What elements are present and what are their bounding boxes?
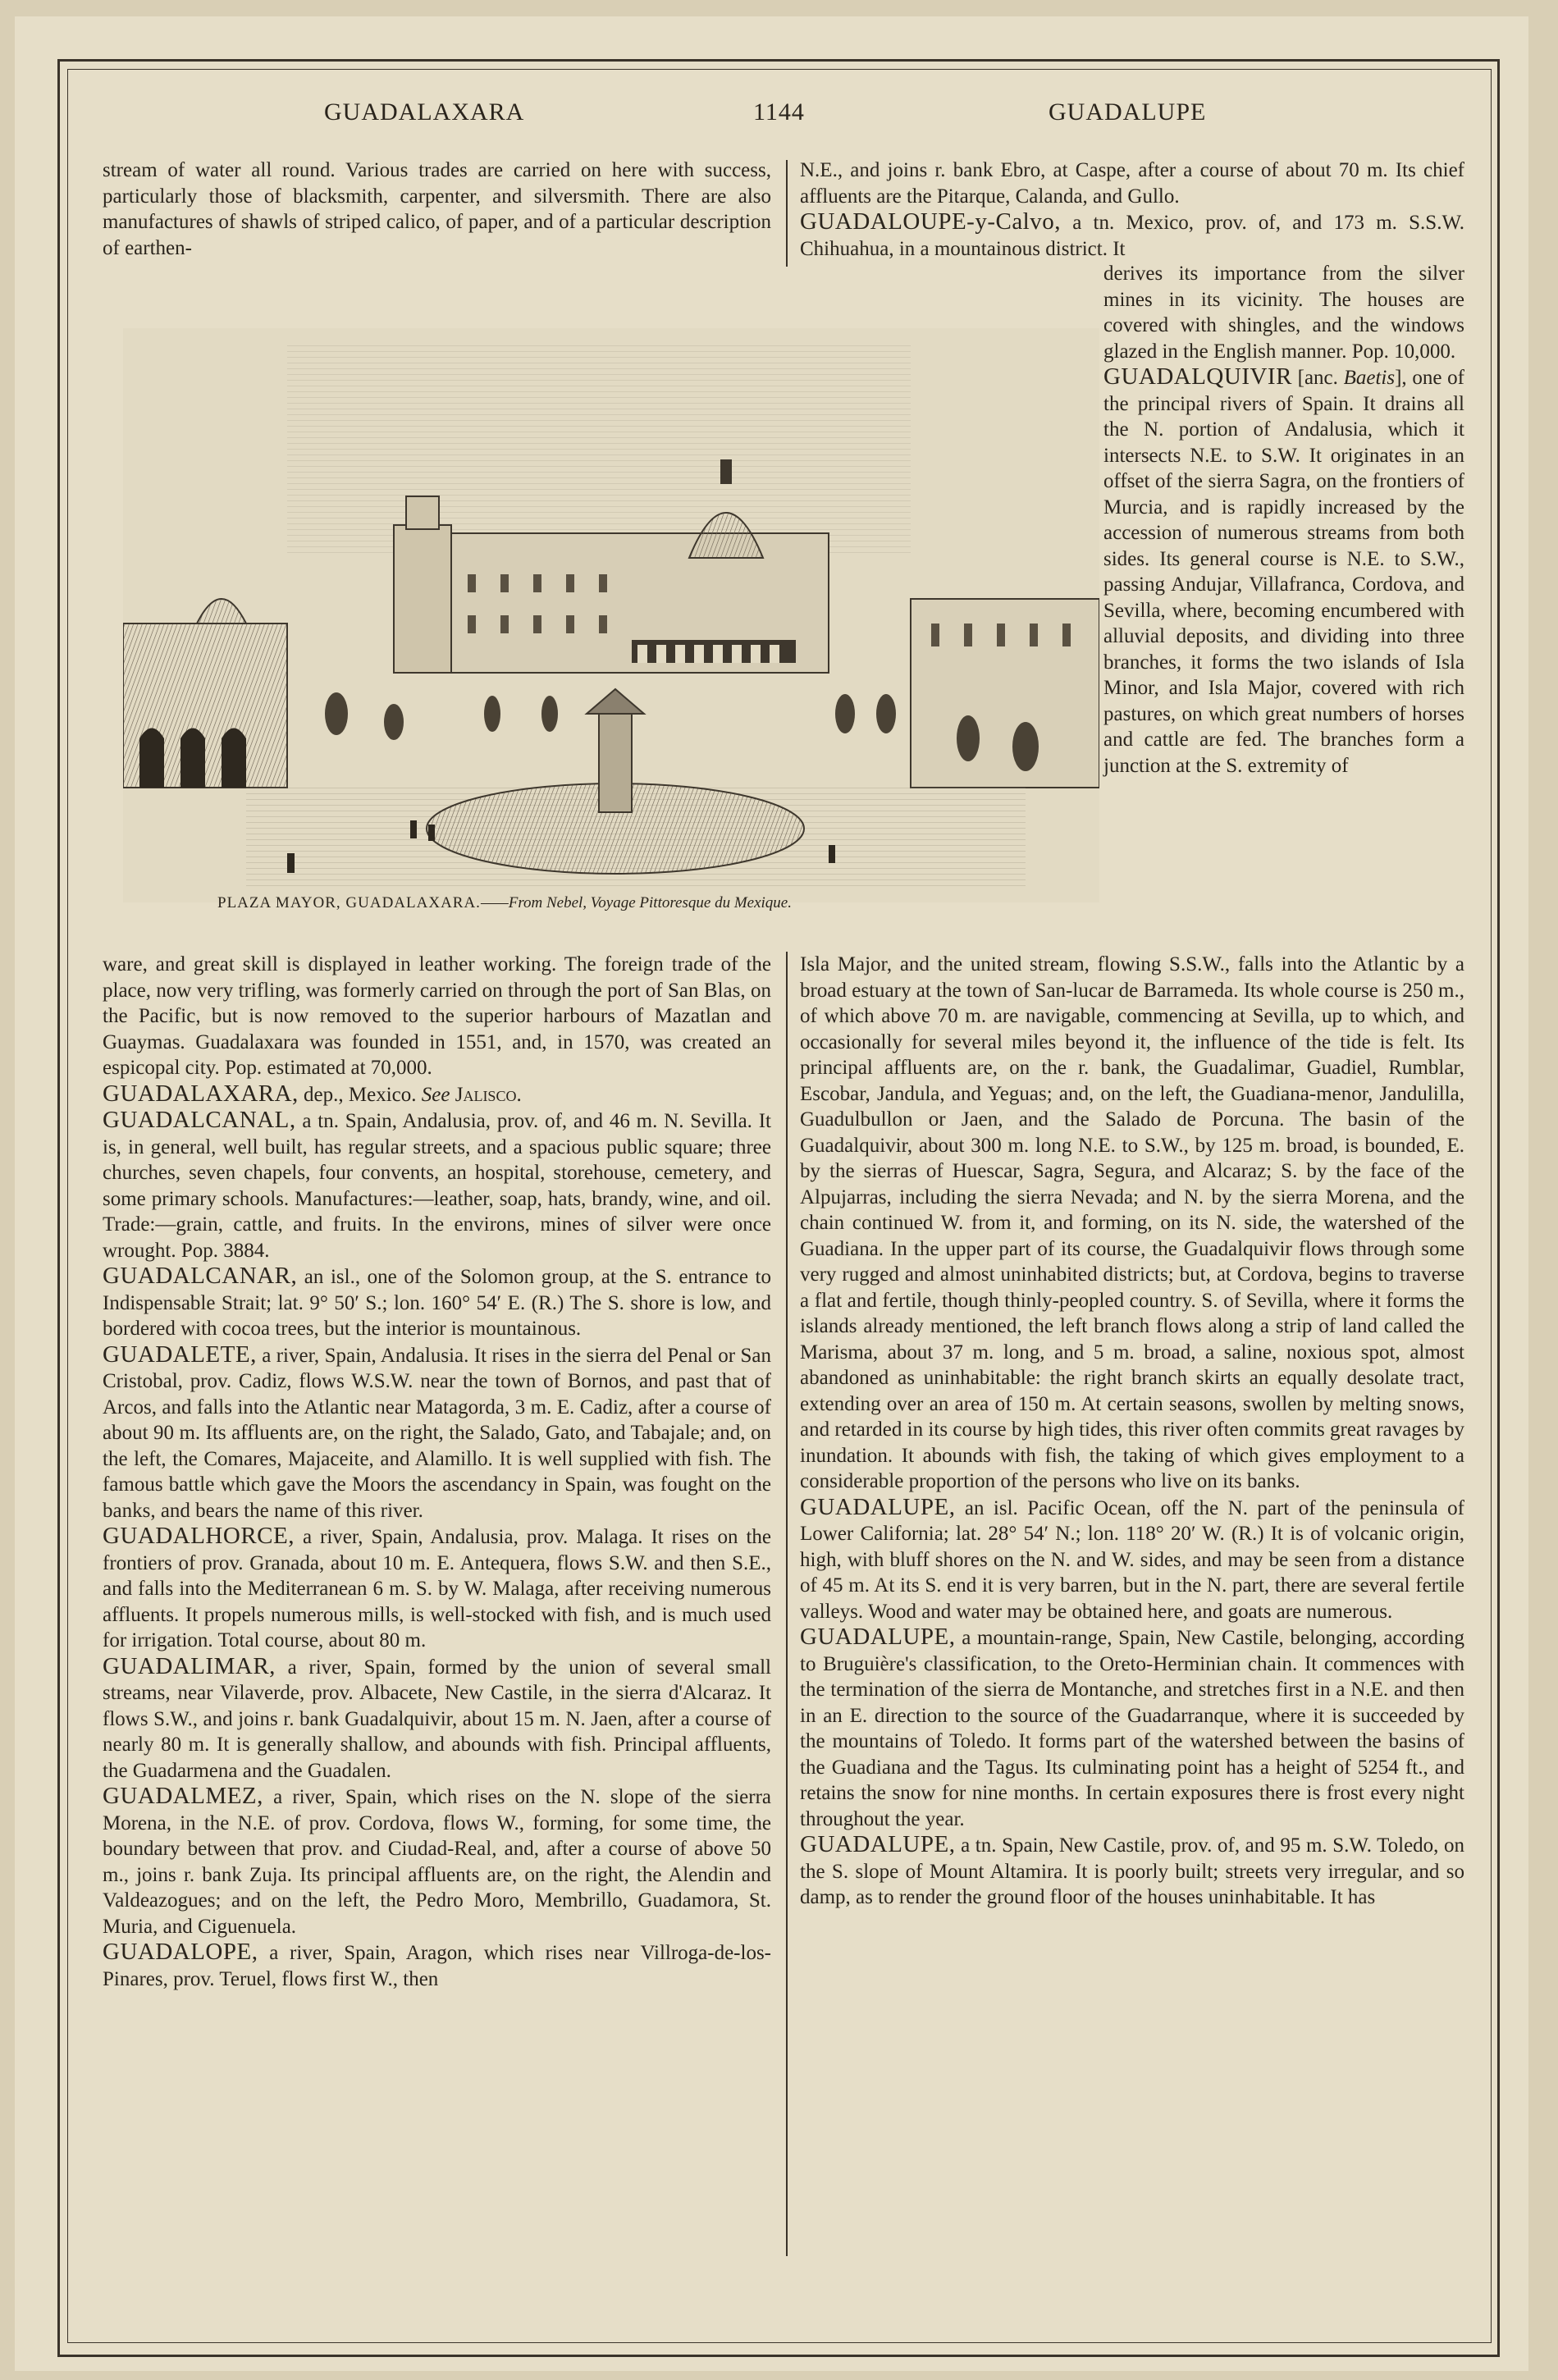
entry-guadalete [103,1342,771,1524]
engraving-plaza-mayor [123,328,1099,902]
entry-headword: GUADALCANAR, [103,1263,298,1289]
entry-text: an isl. Pacific Ocean, off the N. part of the peninsula of Lower California; lat. 28° 54′ N.; lon. 118° 20′ W. (R.) It is of volcanic origin, high, with bluff shores on the N. and W. sides, and may be seen from a distance of 45 m. At its S. end it is very barren, but in the N. part, there are several fertile valleys. Wood and water may be obtained here, and goats are numerous. [800,1496,1465,1623]
entry-ref: Jalisco. [455,1083,522,1106]
column-divider [786,952,788,2256]
left-column-top-text [103,158,771,261]
entry-text: a river, Spain, Andalusia. It rises in the sierra del Penal or San Cristobal, prov. Cadiz, flows W.S.W. near the town of Bornos, and past that of Arcos, and falls into the Atlantic near Matagorda, 3 m. E. Cadiz, after a course of about 90 m. Its affluents are, on the right, the Salado, Gato, and Tabajale; and, on the left, the Comares, Majaceite, and Alamillo. It is well supplied with fish. The famous battle which gave the Moors the ascendancy in Spain, was fought on the banks, and bears the name of this river. [103,1344,772,1522]
entry-headword: GUADALIMAR, [103,1652,276,1679]
right-column-top-text [800,158,1464,262]
entry-headword: GUADALOPE, [103,1939,258,1965]
entry-guadalhorce [103,1523,771,1654]
entry-text: [anc. [1297,367,1338,389]
entry-guadalimar [103,1654,771,1784]
entry-guadalcanar [103,1263,771,1342]
plaza-illustration [123,328,1099,902]
entry-headword: GUADALAXARA, [103,1080,299,1107]
entry-guadaloupe-y-calvo [800,209,1464,262]
caption-title: PLAZA MAYOR, GUADALAXARA. [217,894,481,911]
entry-italic: Baetis [1343,367,1396,389]
paragraph: stream of water all round. Various trades are carried on here with success, particularly those of blacksmith, carpenter, and silversmith. There are also manufactures of shawls of striped calico, of paper, and of a particular description of earthen- [103,159,771,259]
page-number: 1144 [753,98,805,126]
figure-caption [217,894,792,912]
paragraph: N.E., and joins r. bank Ebro, at Caspe, after a course of about 70 m. Its chief affluents are the Pitarque, Calanda, and Gullo. [800,159,1464,208]
entry-headword: GUADALQUIVIR [1103,363,1292,390]
entry-text: a river, Spain, Andalusia, prov. Malaga. It rises on the frontiers of prov. Granada, about 10 m. E. Antequera, flows S.W. and then S.E., and falls into the Mediterranean 6 m. S. by W. Malaga, after receiving numerous affluents. It propels numerous mills, is well-stocked with fish, and is much used for irrigation. Total course, about 80 m. [103,1526,772,1651]
column-divider-top [786,160,788,267]
entry-guadalquivir [1103,364,1464,779]
entry-text: a river, Spain, Aragon, which rises near Villroga-de-los-Pinares, prov. Teruel, flows first W., then [103,1942,772,1990]
left-column-text [103,952,771,1992]
running-head-right: GUADALUPE [1049,98,1207,126]
entry-headword: GUADALUPE, [800,1831,956,1857]
right-column-text [800,952,1464,1911]
entry-headword: GUADALUPE, [800,1624,956,1650]
entry-guadalupe-town [800,1832,1464,1911]
entry-headword: GUADALCANAL, [103,1107,296,1133]
entry-text: ], one of the principal rivers of Spain. It drains all the N. portion of Andalusia, which it intersects N.E. to S.W. It originates in an offset of the sierra Sagra, on the frontiers of Murcia, and is rapidly increased by the accession of numerous streams from both sides. Its general course is N.E. to S.W., passing Andujar, Villafranca, Cordova, and Sevilla, where, becoming encumbered with alluvial deposits, and dividing into three branches, it forms the two islands of Isla Minor, and Isla Major, covered with rich pastures, on which great numbers of horses and cattle are fed. The branches form a junction at the S. extremity of [1103,367,1465,777]
entry-guadalupe-range [800,1624,1464,1832]
entry-guadalope [103,1939,771,1992]
entry-guadalcanal [103,1108,771,1263]
entry-text: dep., Mexico. [304,1083,417,1106]
entry-text: a river, Spain, formed by the union of several small streams, near Vilaverde, prov. Albacete, New Castile, in the sierra d'Alcaraz. It flows S.W., and joins r. bank Guadalquivir, about 15 m. N. Jaen, after a course of nearly 80 m. It is generally shallow, and abounds with fish. Principal affluents, the Guadarmena and the Guadalen. [103,1656,771,1782]
paragraph: ware, and great skill is displayed in leather working. The foreign trade of the place, now very trifling, was formerly carried on through the port of San Blas, on the Pacific, but is now removed to the superior harbours of Mazatlan and Guaymas. Guadalaxara was founded in 1551, and, in 1570, was created an espicopal city. Pop. estimated at 70,000. [103,953,771,1079]
running-head-left: GUADALAXARA [324,98,525,126]
entry-text: a mountain-range, Spain, New Castile, belonging, according to Bruguière's classification, to the Oreto-Herminian chain. It commences with the termination of the sierra de Montanche, and stretches first in a N.E. and then in an E. direction to the source of the Guadarranque, where it is succeeded by the mountains of Toledo. It forms part of the watershed between the basins of the Guadiana and the Tagus. Its culminating point has a height of 5254 ft., and retains the snow for nine months. In certain exposures there is frost every night throughout the year. [800,1627,1464,1830]
entry-text: a river, Spain, which rises on the N. slope of the sierra Morena, in the N.E. of prov. Cordova, flows W., forming, for some time, the boundary between that prov. and Ciudad-Real, and, after a course of above 50 m., joins r. bank Zuja. Its principal affluents are, on the right, the Alendin and Valdeazogues; and on the left, the Pedro Moro, Membrillo, Guadamora, St. Muria, and Ciguenuela. [103,1786,771,1938]
entry-headword: GUADALUPE, [800,1493,956,1520]
entry-headword: GUADALHORCE, [103,1523,295,1549]
entry-text: a tn. Spain, New Castile, prov. of, and 95 m. S.W. Toledo, on the S. slope of Mount Altamira. It is poorly built; streets very irregular, and so damp, as to render the ground floor of the houses uninhabitable. It has [800,1834,1465,1908]
entry-text: a tn. Mexico, prov. of, and 173 m. S.S.W. Chihuahua, in a mountainous district. It [800,212,1465,260]
entry-guadalmez [103,1784,771,1939]
right-column-wrap-text [1103,261,1464,779]
entry-guadalupe-island [800,1495,1464,1625]
entry-headword: GUADALOUPE-y-Calvo, [800,208,1061,235]
entry-see: See [421,1083,450,1106]
paragraph: Isla Major, and the united stream, flowing S.S.W., falls into the Atlantic by a broad estuary at the town of San-lucar de Barrameda. Its whole course is 250 m., of which above 70 m. are navigable, commencing at Sevilla, up to which, and occasionally for several miles beyond it, the influence of the tide is felt. Its principal affluents are, on the r. bank, the Guadalimar, Guadiel, Rumblar, Escobar, Jandula, and Yeguas; and, on the left, the Guadiana-menor, Jandulilla, Guadulbullon or Jaen, and the Salado de Porcuna. The basin of the Guadalquivir, about 300 m. long N.E. to S.W., by 125 m. broad, is bounded, E. by the sierras of Huescar, Sagra, Segura, and Alcaraz; S. by the face of the Alpujarras, including the sierra Nevada; and N. by the sierra Morena, and the chain continued W. from it, and forming, on its N. side, the watershed of the Guadiana. In the upper part of its course, the Guadalquivir flows through some very rugged and almost uninhabited districts; but, at Cordova, begins to traverse a flat and fertile, though thinly-peopled country. S. of Sevilla, where it forms the islands already mentioned, the left branch flows along a strip of land called the Marisma, about 37 m. long, and 5 m. broad, a saline, noxious spot, almost abandoned as uninhabitable: the right branch skirts an equally desolate tract, extending over an area of 150 m. At certain seasons, swollen by melting snows, and retarded in its course by high tides, this river often commits great ravages by inundation. It abounds with fish, the taking of which gives employment to a considerable proportion of the persons who live on its banks. [800,953,1464,1492]
entry-guadalaxara [103,1081,771,1108]
caption-source: ——From Nebel, Voyage Pittoresque du Mexique. [480,894,792,911]
entry-text: a tn. Spain, Andalusia, prov. of, and 46 m. N. Sevilla. It is, in general, well built, has regular streets, and a spacious public square; three churches, seven chapels, four convents, an hospital, storehouse, cemetery, and some primary schools. Manufactures:—leather, soap, hats, brandy, wine, and oil. Trade:—grain, cattle, and fruits. In the environs, mines of silver were once wrought. Pop. 3884. [103,1110,772,1262]
entry-headword: GUADALMEZ, [103,1783,263,1809]
paragraph: derives its importance from the silver mines in its vicinity. The houses are covered with shingles, and the windows glazed in the English manner. Pop. 10,000. [1103,263,1464,363]
entry-headword: GUADALETE, [103,1341,257,1368]
entry-text: an isl., one of the Solomon group, at the S. entrance to Indispensable Strait; lat. 9° 50′ S.; lon. 160° 54′ E. (R.) The S. shore is low, and bordered with cocoa trees, but the interior is mountainous. [103,1266,772,1340]
